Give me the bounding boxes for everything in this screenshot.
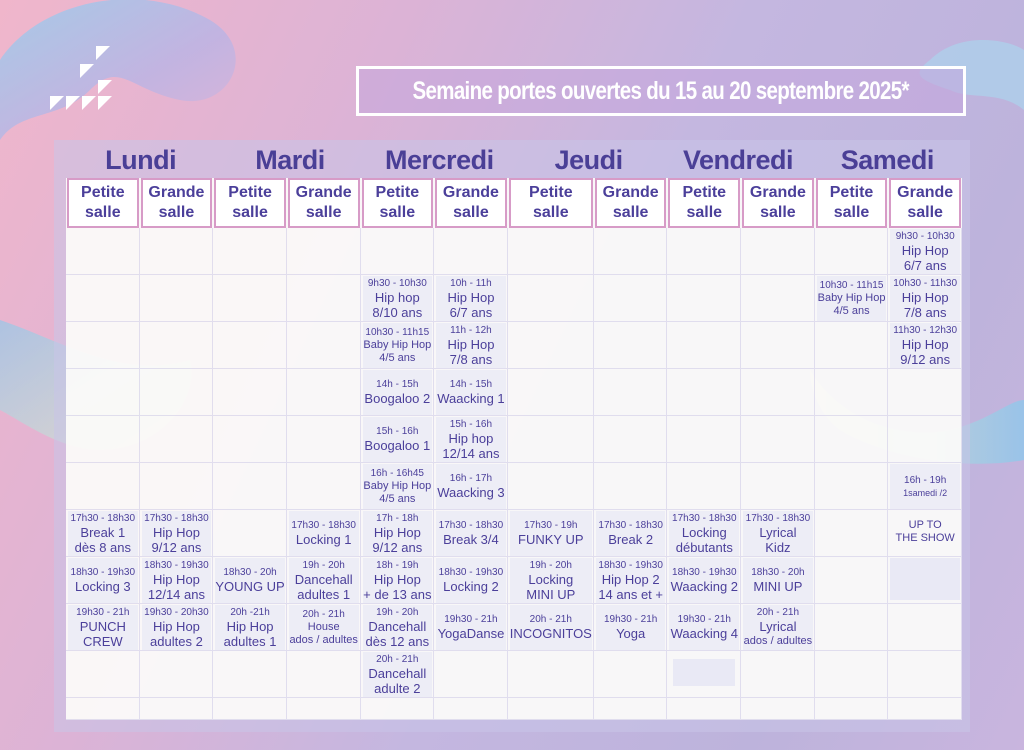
- room-header-label: Grande salle: [749, 184, 806, 221]
- room-header-grande-salle: [889, 178, 961, 228]
- class-slot: [68, 558, 138, 603]
- day-friday: Vendredi: [682, 145, 793, 175]
- class-time: 19h30 - 21h: [444, 614, 498, 625]
- room-header-label: Grande salle: [295, 184, 352, 221]
- grid-cell: [287, 463, 361, 510]
- grid-cell: [140, 698, 214, 720]
- room-header-label: Grande salle: [148, 184, 205, 221]
- class-slot: [890, 323, 960, 368]
- class-name: Hip hop 8/10 ans: [372, 289, 423, 320]
- class-name: Hip Hop adultes 2: [150, 618, 203, 649]
- class-time: 19h - 20h: [529, 559, 572, 571]
- grid-cell: [815, 557, 889, 604]
- class-name: Hip Hop 6/7 ans: [901, 242, 949, 273]
- class-name: Hip Hop 9/12 ans: [151, 524, 202, 555]
- grid-cell: [213, 228, 287, 275]
- grid-cell: [508, 463, 594, 510]
- class-time: 16h - 16h45: [370, 467, 424, 479]
- grid-cell: [66, 416, 140, 463]
- class-name: Boogaloo 1: [364, 438, 431, 453]
- grid-cell: [287, 416, 361, 463]
- room-header-petite-salle: [214, 178, 286, 228]
- grid-cell: [667, 698, 741, 720]
- class-time: 17h30 - 18h30: [745, 512, 811, 524]
- class-name: Hip Hop adultes 1: [223, 618, 277, 649]
- class-slot: [68, 511, 138, 556]
- grid-cell: [140, 228, 214, 275]
- class-time: 14h - 15h: [376, 379, 419, 390]
- grid-cell: [508, 228, 594, 275]
- class-slot: [510, 605, 592, 650]
- class-slot: [363, 417, 433, 462]
- grid-cell: [213, 463, 287, 510]
- class-slot: [669, 605, 739, 650]
- class-slot: [363, 558, 433, 603]
- grid-cell: [594, 698, 668, 720]
- class-slot: [596, 511, 666, 556]
- grid-cell: [508, 322, 594, 369]
- empty-slot-box: [673, 659, 735, 686]
- class-name: Break 1 dès 8 ans: [74, 524, 131, 555]
- class-time: 17h30 - 18h30: [144, 512, 209, 524]
- class-time: 19h30 - 21h: [76, 606, 130, 618]
- grid-cell: [594, 228, 668, 275]
- grid-cell: [815, 698, 889, 720]
- grid-cell: [815, 651, 889, 698]
- class-name: Hip Hop 7/8 ans: [901, 289, 949, 320]
- room-header-label: Grande salle: [442, 184, 499, 221]
- class-name: Dancehall adulte 2: [368, 665, 427, 696]
- grid-cell: [66, 228, 140, 275]
- class-slot: [890, 229, 960, 274]
- grid-cell: [594, 322, 668, 369]
- schedule-grid: [66, 178, 962, 720]
- class-slot: [289, 558, 359, 603]
- class-time: 17h30 - 18h30: [598, 520, 663, 531]
- grid-cell: [594, 416, 668, 463]
- grid-cell: [213, 275, 287, 322]
- room-header-petite-salle: [816, 178, 888, 228]
- day-thursday: Jeudi: [554, 145, 623, 175]
- grid-cell: [594, 651, 668, 698]
- class-time: 11h - 12h: [450, 324, 492, 336]
- class-time: 19h - 20h: [376, 606, 419, 618]
- class-name: INCOGNITOS: [509, 626, 592, 641]
- class-time: 17h30 - 19h: [524, 520, 578, 531]
- class-time: 16h - 17h: [449, 473, 493, 484]
- day-wednesday: Mercredi: [385, 145, 494, 175]
- grid-cell: [741, 698, 815, 720]
- room-header-grande-salle: [141, 178, 213, 228]
- class-name: Locking MINI UP: [526, 571, 576, 602]
- grid-cell: [815, 322, 889, 369]
- page-title-banner: [356, 66, 966, 116]
- room-header-label: Petite salle: [375, 184, 420, 221]
- class-time: 15h - 16h: [376, 426, 419, 437]
- room-header-grande-salle: [288, 178, 360, 228]
- class-name: Waacking 1: [437, 391, 505, 406]
- day-tuesday: Mardi: [255, 145, 325, 175]
- logo-icon: [50, 46, 112, 112]
- class-name: UP TO THE SHOW: [895, 519, 955, 544]
- class-time: 16h - 19h: [904, 474, 947, 486]
- room-header-petite-salle: [362, 178, 434, 228]
- grid-cell: [741, 275, 815, 322]
- class-slot: [436, 511, 506, 556]
- grid-cell: [66, 369, 140, 416]
- class-name: Dancehall dès 12 ans: [365, 618, 430, 649]
- class-time: 18h30 - 19h30: [598, 559, 663, 571]
- class-slot: [669, 558, 739, 603]
- class-name: Baby Hip Hop 4/5 ans: [363, 479, 432, 505]
- class-slot: [890, 276, 960, 321]
- class-time: 14h - 15h: [449, 379, 493, 390]
- class-name: Hip hop 12/14 ans: [442, 430, 500, 461]
- grid-cell: [815, 228, 889, 275]
- grid-cell: [741, 416, 815, 463]
- grid-cell: [815, 510, 889, 557]
- class-name: Boogaloo 2: [364, 391, 431, 406]
- class-name: Yoga: [616, 626, 646, 641]
- class-slot: [436, 464, 506, 509]
- class-time: 9h30 - 10h30: [895, 230, 955, 242]
- room-header-petite-salle: [67, 178, 139, 228]
- grid-cell: [287, 698, 361, 720]
- class-slot: [363, 464, 433, 509]
- class-slot: [890, 511, 960, 603]
- class-name: Hip Hop 9/12 ans: [372, 524, 423, 555]
- grid-cell: [594, 275, 668, 322]
- grid-cell: [140, 369, 214, 416]
- class-slot: [363, 323, 433, 368]
- class-slot: [510, 558, 592, 603]
- class-time: 10h - 11h: [450, 277, 492, 289]
- class-name: Hip Hop 12/14 ans: [147, 571, 205, 602]
- grid-cell: [66, 651, 140, 698]
- class-time: 19h30 - 21h: [677, 614, 731, 625]
- class-slot: [596, 558, 666, 603]
- class-name: Waacking 2: [670, 579, 739, 594]
- class-slot: [436, 417, 506, 462]
- room-header-petite-salle: [668, 178, 740, 228]
- day-saturday: Samedi: [840, 145, 934, 175]
- class-time: 9h30 - 10h30: [367, 277, 427, 289]
- grid-cell: [213, 322, 287, 369]
- class-name: Break 3/4: [443, 532, 499, 547]
- grid-cell: [667, 416, 741, 463]
- class-slot: [363, 276, 433, 321]
- class-time: 20h - 21h: [756, 606, 800, 618]
- grid-cell: [287, 228, 361, 275]
- grid-cell: [434, 651, 508, 698]
- class-name: Dancehall adultes 1: [294, 571, 353, 602]
- grid-cell: [434, 228, 508, 275]
- class-slot: [817, 276, 887, 321]
- class-slot: [510, 511, 592, 556]
- class-time: 17h30 - 18h30: [672, 512, 737, 524]
- class-name: Baby Hip Hop 4/5 ans: [363, 338, 432, 364]
- grid-cell: [361, 228, 435, 275]
- class-time: 18h30 - 19h30: [144, 559, 209, 571]
- grid-cell: [815, 604, 889, 651]
- day-monday: Lundi: [105, 145, 177, 175]
- grid-cell: [594, 463, 668, 510]
- room-header-label: Petite salle: [81, 184, 125, 221]
- class-slot: [436, 276, 506, 321]
- class-slot: [890, 464, 960, 509]
- grid-cell: [66, 463, 140, 510]
- class-slot: [436, 323, 506, 368]
- grid-cell: [361, 698, 435, 720]
- class-name: House ados / adultes: [289, 620, 358, 646]
- class-time: 18h30 - 19h30: [70, 567, 136, 578]
- room-header-label: Petite salle: [529, 184, 573, 221]
- grid-cell: [741, 369, 815, 416]
- room-header-grande-salle: [742, 178, 814, 228]
- grid-cell: [213, 698, 287, 720]
- class-time: 10h30 - 11h15: [819, 279, 884, 291]
- class-name: Locking 1: [295, 532, 352, 547]
- class-time: 18h30 - 19h30: [672, 567, 737, 578]
- grid-cell: [741, 463, 815, 510]
- class-slot: [436, 605, 506, 650]
- class-name: Hip Hop 7/8 ans: [447, 336, 495, 367]
- grid-cell: [667, 275, 741, 322]
- grid-cell: [888, 369, 962, 416]
- class-note: 1samedi /2: [903, 487, 948, 498]
- class-name: Lyrical Kidz: [759, 524, 797, 555]
- grid-cell: [508, 698, 594, 720]
- grid-cell: [287, 322, 361, 369]
- grid-cell: [66, 275, 140, 322]
- class-name: Locking 3: [74, 579, 131, 594]
- class-slot: [289, 605, 359, 650]
- grid-cell: [508, 369, 594, 416]
- class-slot: [142, 558, 212, 603]
- class-name: Waacking 4: [670, 626, 739, 641]
- class-slot: [436, 370, 506, 415]
- grid-cell: [66, 322, 140, 369]
- class-name: YOUNG UP: [215, 579, 285, 594]
- grid-cell: [213, 416, 287, 463]
- room-header-label: Grande salle: [602, 184, 659, 221]
- class-slot: [215, 558, 285, 603]
- day-header-row: [66, 142, 962, 178]
- grid-cell: [213, 651, 287, 698]
- class-name: Hip Hop 2 14 ans et +: [598, 571, 664, 602]
- grid-cell: [140, 463, 214, 510]
- class-slot: [142, 605, 212, 650]
- grid-cell: [815, 416, 889, 463]
- class-slot: [669, 511, 739, 556]
- room-header-label: Petite salle: [829, 184, 874, 221]
- class-name: Hip Hop + de 13 ans: [363, 571, 432, 602]
- class-name: Break 2: [608, 532, 654, 547]
- class-time: 19h30 - 20h30: [144, 606, 209, 618]
- class-slot: [289, 511, 359, 556]
- grid-cell: [287, 369, 361, 416]
- grid-cell: [888, 698, 962, 720]
- class-time: 18h - 19h: [376, 559, 419, 571]
- grid-cell: [667, 228, 741, 275]
- class-time: 17h30 - 18h30: [291, 520, 356, 531]
- class-slot: [142, 511, 212, 556]
- class-time: 18h30 - 20h: [751, 567, 805, 578]
- grid-cell: [508, 275, 594, 322]
- grid-cell: [140, 275, 214, 322]
- grid-cell: [508, 416, 594, 463]
- grid-cell: [287, 275, 361, 322]
- class-time: 17h - 18h: [376, 512, 419, 524]
- class-name: PUNCH CREW: [79, 618, 126, 649]
- room-header-label: Petite salle: [228, 184, 272, 221]
- class-time: 17h30 - 18h30: [438, 520, 504, 531]
- grid-cell: [66, 698, 140, 720]
- grid-cell: [508, 651, 594, 698]
- class-name: Baby Hip Hop 4/5 ans: [817, 291, 886, 317]
- class-name: Hip Hop 6/7 ans: [447, 289, 495, 320]
- class-slot: [363, 652, 433, 697]
- class-name: FUNKY UP: [518, 532, 584, 547]
- grid-cell: [140, 651, 214, 698]
- grid-cell: [667, 463, 741, 510]
- grid-cell: [213, 510, 287, 557]
- class-time: 20h -21h: [230, 606, 270, 618]
- room-header-grande-salle: [595, 178, 667, 228]
- grid-cell: [815, 463, 889, 510]
- class-slot: [363, 511, 433, 556]
- grid-cell: [667, 369, 741, 416]
- grid-cell: [140, 322, 214, 369]
- class-name: Waacking 3: [437, 485, 505, 500]
- class-slot: [743, 558, 813, 603]
- class-time: 10h30 - 11h15: [365, 326, 430, 338]
- class-slot: [363, 605, 433, 650]
- grid-cell: [594, 369, 668, 416]
- grid-cell: [888, 651, 962, 698]
- class-time: 20h - 21h: [529, 614, 572, 625]
- class-time: 18h30 - 19h30: [438, 567, 504, 578]
- class-time: 17h30 - 18h30: [70, 512, 136, 524]
- class-time: 19h - 20h: [302, 559, 345, 571]
- grid-cell: [434, 698, 508, 720]
- grid-cell: [741, 651, 815, 698]
- grid-cell: [888, 604, 962, 651]
- class-name: YogaDanse: [437, 626, 505, 641]
- class-time: 10h30 - 11h30: [893, 277, 958, 289]
- class-time: 11h30 - 12h30: [893, 324, 958, 336]
- class-name: Locking débutants: [675, 524, 733, 555]
- class-slot: [436, 558, 506, 603]
- class-time: 20h - 21h: [376, 653, 419, 665]
- room-header-grande-salle: [435, 178, 507, 228]
- grid-cell: [667, 322, 741, 369]
- class-time: 20h - 21h: [302, 608, 345, 620]
- class-slot: [215, 605, 285, 650]
- class-name: Locking 2: [443, 579, 499, 594]
- class-name: Lyrical ados / adultes: [743, 618, 813, 647]
- class-slot: [743, 511, 813, 556]
- class-slot: [743, 605, 813, 650]
- class-name: Hip Hop 9/12 ans: [900, 336, 951, 367]
- class-name: MINI UP: [753, 579, 803, 594]
- class-slot: [68, 605, 138, 650]
- grid-cell: [287, 651, 361, 698]
- class-time: 19h30 - 21h: [603, 614, 658, 625]
- grid-cell: [741, 322, 815, 369]
- room-header-label: Petite salle: [682, 184, 727, 221]
- room-header-petite-salle: [509, 178, 593, 228]
- class-slot: [596, 605, 666, 650]
- class-time: 18h30 - 20h: [223, 567, 277, 578]
- page-title: Semaine portes ouvertes du 15 au 20 septembre 2025*: [412, 76, 910, 105]
- grid-cell: [741, 228, 815, 275]
- grid-cell: [140, 416, 214, 463]
- grid-cell: [213, 369, 287, 416]
- grid-cell: [815, 369, 889, 416]
- grid-cell: [888, 416, 962, 463]
- class-time: 15h - 16h: [449, 418, 493, 430]
- room-header-label: Grande salle: [897, 184, 954, 221]
- class-slot: [363, 370, 433, 415]
